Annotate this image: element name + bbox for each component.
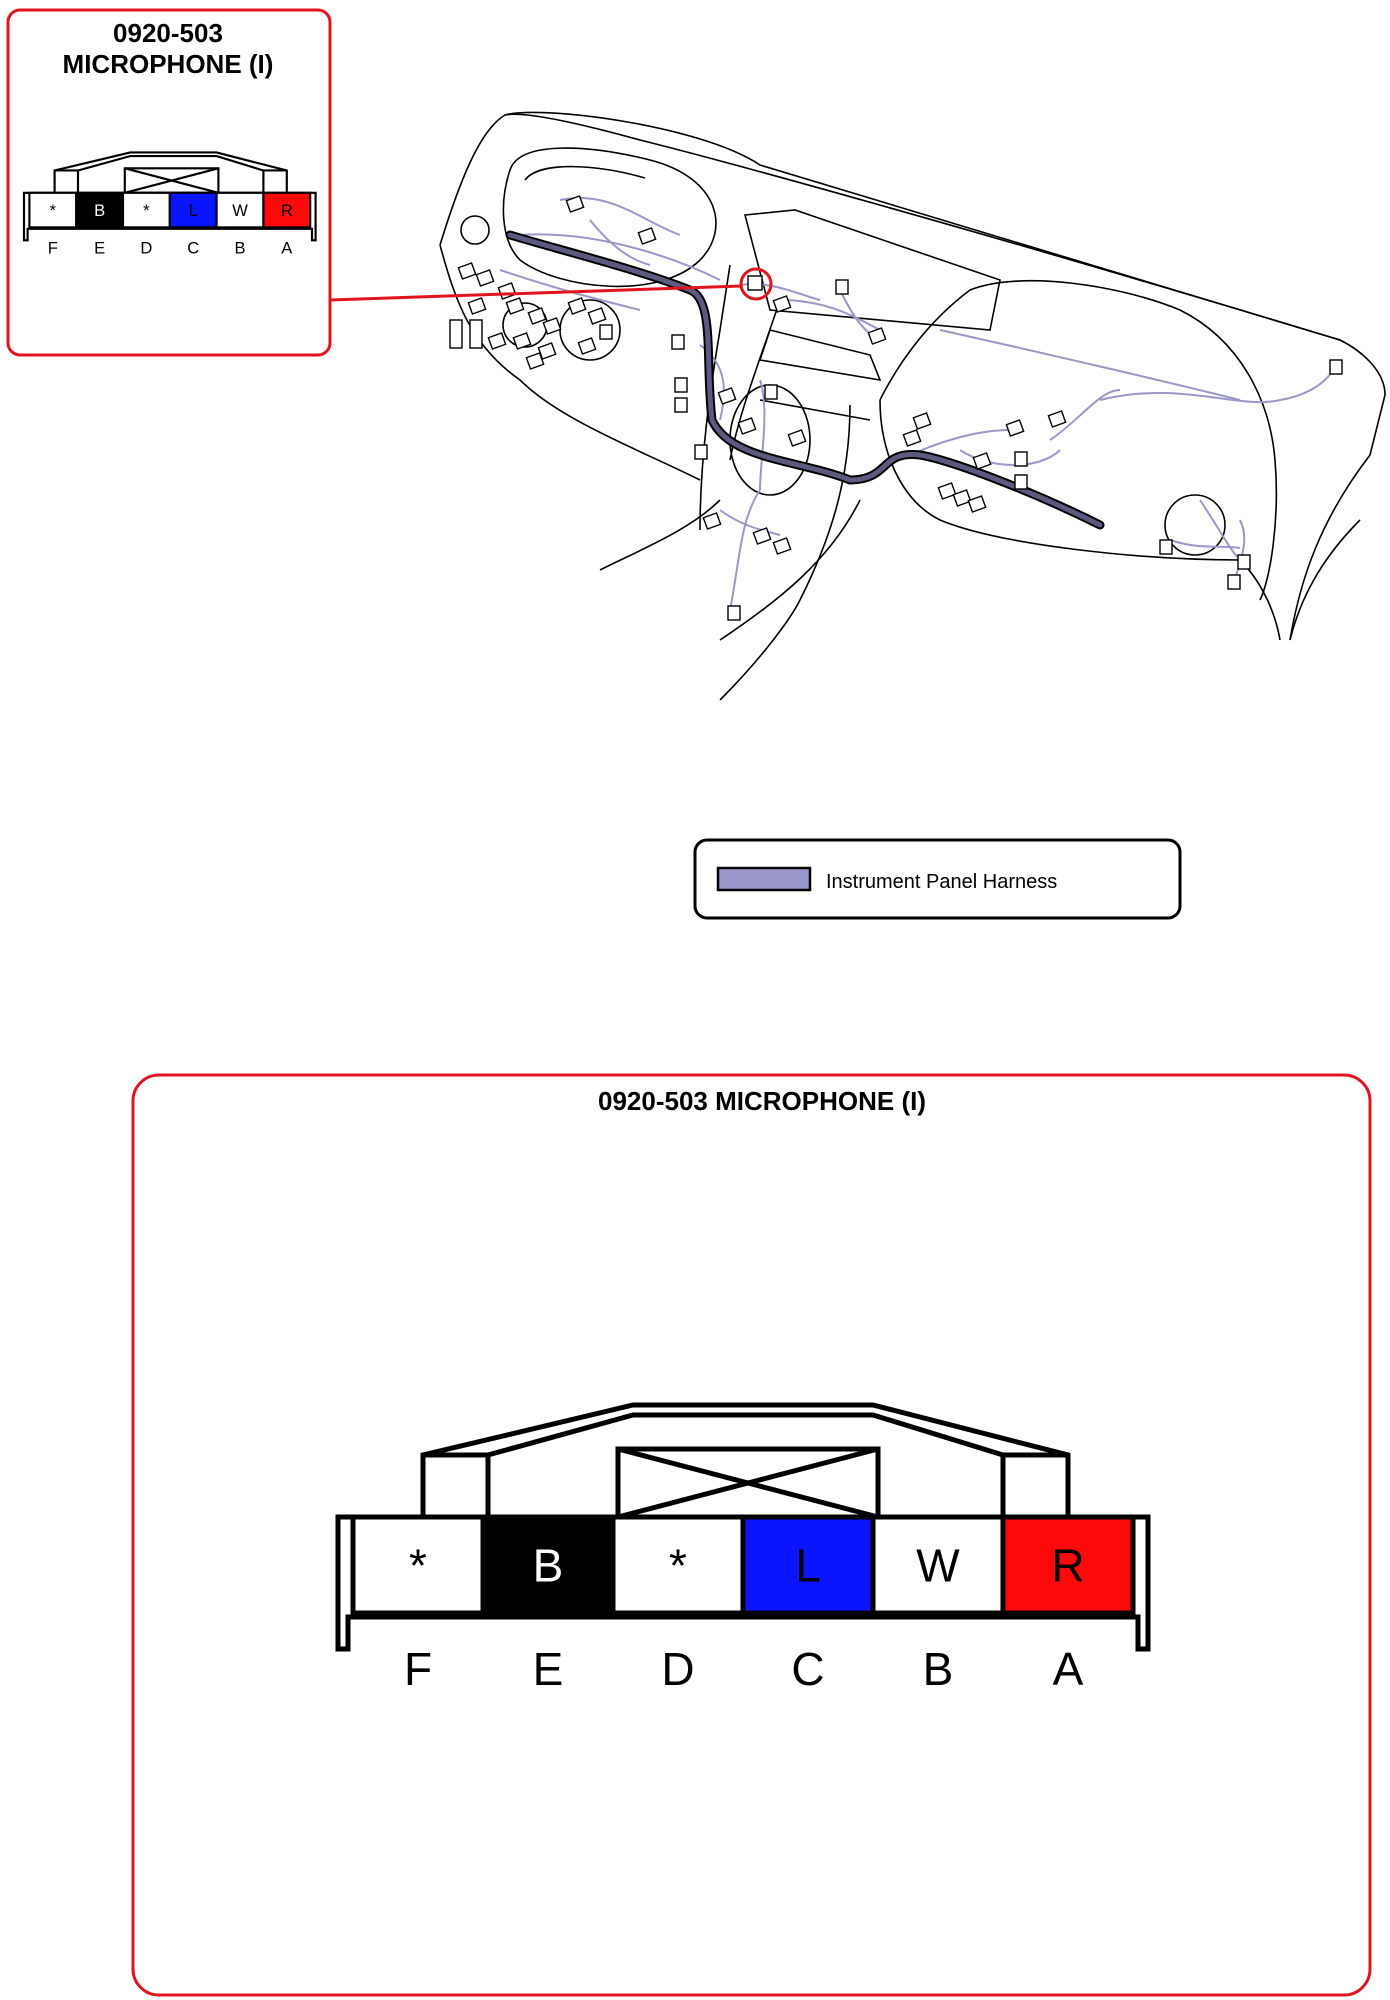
callout-pin-wire-f: * <box>49 201 57 221</box>
callout-title-line1: 0920-503 <box>113 18 223 48</box>
callout-pin-label-e: E <box>94 238 106 258</box>
callout-pin-label-c: C <box>187 238 200 258</box>
legend-harness-swatch <box>718 868 810 890</box>
detail-box <box>133 1075 1370 1995</box>
detail-pin-label-f: F <box>403 1643 433 1695</box>
callout-pin-label-b: B <box>234 238 246 258</box>
callout-pin-wire-b: W <box>232 201 248 221</box>
callout-pin-wire-a: R <box>280 201 293 221</box>
callout-title-line2: MICROPHONE (I) <box>62 49 274 79</box>
detail-pin-wire-e: B <box>532 1539 564 1592</box>
callout-pin-label-a: A <box>281 238 293 258</box>
callout-pin-wire-e: B <box>94 201 106 221</box>
callout-pin-wire-d: * <box>143 201 150 221</box>
detail-pin-wire-c: L <box>795 1539 821 1592</box>
detail-pin-wire-f: * <box>409 1539 427 1592</box>
callout-pin-label-d: D <box>140 238 153 258</box>
callout-pin-label-f: F <box>47 238 58 258</box>
detail-pin-label-e: E <box>532 1643 564 1695</box>
harness-branches <box>500 198 1335 610</box>
callout-pin-wire-c: L <box>188 201 198 221</box>
detail-pin-wire-d: * <box>669 1539 687 1592</box>
main-harness <box>510 235 1100 525</box>
detail-pin-label-d: D <box>661 1643 695 1695</box>
legend <box>695 840 1180 918</box>
callout-leader-line <box>330 286 742 300</box>
detail-pin-wire-b: W <box>916 1539 960 1592</box>
callout-box <box>8 10 330 355</box>
detail-pin-label-a: A <box>1052 1643 1084 1695</box>
legend-harness-label: Instrument Panel Harness <box>826 871 1058 893</box>
detail-title: 0920-503 MICROPHONE (I) <box>598 1086 926 1116</box>
detail-pin-wire-a: R <box>1051 1539 1085 1592</box>
detail-pin-label-c: C <box>791 1643 825 1695</box>
detail-pin-label-b: B <box>922 1643 954 1695</box>
